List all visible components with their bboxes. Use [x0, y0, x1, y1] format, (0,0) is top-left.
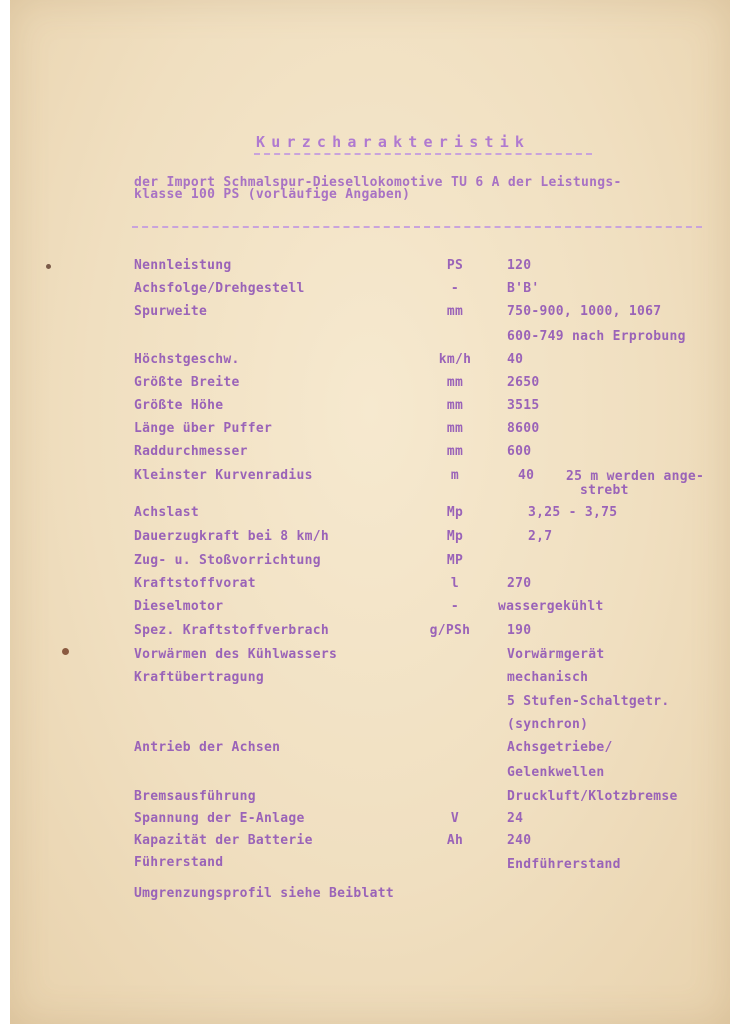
- spec-unit: mm: [446, 375, 464, 390]
- spec-label: Länge über Puffer: [134, 421, 273, 436]
- paper-speck: [62, 648, 69, 655]
- spec-unit: l: [450, 576, 460, 591]
- spec-value-continued: (synchron): [507, 717, 589, 732]
- subtitle-underline: [132, 226, 702, 228]
- spec-value: Achsgetriebe/: [507, 740, 613, 755]
- spec-label: Dieselmotor: [134, 599, 224, 614]
- spec-unit: PS: [446, 258, 464, 273]
- spec-value: 40: [518, 468, 535, 483]
- footer-note: Umgrenzungsprofil siehe Beiblatt: [134, 886, 395, 901]
- spec-value: 190: [507, 623, 532, 638]
- spec-note-line-1: 25 m werden ange-: [566, 469, 705, 484]
- spec-value: 24: [507, 811, 524, 826]
- document-title: Kurzcharakteristik: [256, 133, 531, 151]
- spec-label: Kraftübertragung: [134, 670, 265, 685]
- spec-label: Raddurchmesser: [134, 444, 248, 459]
- spec-unit: V: [450, 811, 460, 826]
- title-underline: [254, 153, 592, 155]
- spec-label: Kapazität der Batterie: [134, 833, 313, 848]
- spec-label: Achslast: [134, 505, 200, 520]
- spec-unit: mm: [446, 398, 464, 413]
- spec-value: 2,7: [528, 529, 553, 544]
- spec-note: [566, 470, 704, 498]
- spec-unit: km/h: [438, 352, 472, 367]
- spec-value: 120: [507, 258, 532, 273]
- spec-unit: Mp: [446, 529, 464, 544]
- spec-value-continued: 5 Stufen-Schaltgetr.: [507, 694, 670, 709]
- spec-value: wassergekühlt: [498, 599, 604, 614]
- spec-label: Größte Höhe: [134, 398, 224, 413]
- spec-label: Bremsausführung: [134, 789, 256, 804]
- spec-unit: mm: [446, 421, 464, 436]
- spec-unit: g/PSh: [429, 623, 471, 638]
- spec-label: Zug- u. Stoßvorrichtung: [134, 553, 321, 568]
- spec-unit: mm: [446, 304, 464, 319]
- spec-value: Druckluft/Klotzbremse: [507, 789, 678, 804]
- spec-unit: -: [450, 281, 460, 296]
- spec-label: Antrieb der Achsen: [134, 740, 281, 755]
- spec-value: 750-900, 1000, 1067: [507, 304, 662, 319]
- spec-note-line-2: strebt: [580, 483, 629, 498]
- spec-label: Spannung der E-Anlage: [134, 811, 305, 826]
- spec-label: Nennleistung: [134, 258, 232, 273]
- spec-value: 600: [507, 444, 532, 459]
- spec-label: Spurweite: [134, 304, 208, 319]
- spec-unit: -: [450, 599, 460, 614]
- spec-label: Dauerzugkraft bei 8 km/h: [134, 529, 330, 544]
- spec-label: Höchstgeschw.: [134, 352, 240, 367]
- spec-value: Endführerstand: [507, 857, 621, 872]
- spec-value: 3,25 - 3,75: [528, 505, 618, 520]
- spec-unit: Ah: [446, 833, 464, 848]
- subtitle-line-2: klasse 100 PS (vorläufige Angaben): [134, 187, 411, 202]
- spec-label: Größte Breite: [134, 375, 240, 390]
- spec-label: Kraftstoffvorat: [134, 576, 256, 591]
- spec-label: Vorwärmen des Kühlwassers: [134, 647, 338, 662]
- spec-label: Spez. Kraftstoffverbrach: [134, 623, 330, 638]
- paper-speck: [46, 264, 51, 269]
- spec-value: 240: [507, 833, 532, 848]
- spec-value-continued: 600-749 nach Erprobung: [507, 329, 686, 344]
- spec-unit: Mp: [446, 505, 464, 520]
- spec-label: Kleinster Kurvenradius: [134, 468, 313, 483]
- document-page: [10, 0, 730, 1024]
- subtitle-line-1: der Import Schmalspur-Diesellokomotive TU 6 A der Leistungs-: [134, 175, 622, 190]
- document-subtitle: [134, 177, 714, 201]
- spec-value: 8600: [507, 421, 540, 436]
- spec-unit: MP: [446, 553, 464, 568]
- spec-value: 40: [507, 352, 524, 367]
- spec-value: 270: [507, 576, 532, 591]
- spec-unit: m: [450, 468, 460, 483]
- spec-label: Führerstand: [134, 855, 224, 870]
- spec-value: Vorwärmgerät: [507, 647, 605, 662]
- spec-value: 2650: [507, 375, 540, 390]
- spec-value-continued: Gelenkwellen: [507, 765, 605, 780]
- spec-label: Achsfolge/Drehgestell: [134, 281, 305, 296]
- spec-unit: mm: [446, 444, 464, 459]
- spec-value: 3515: [507, 398, 540, 413]
- spec-value: B'B': [507, 281, 540, 296]
- spec-value: mechanisch: [507, 670, 589, 685]
